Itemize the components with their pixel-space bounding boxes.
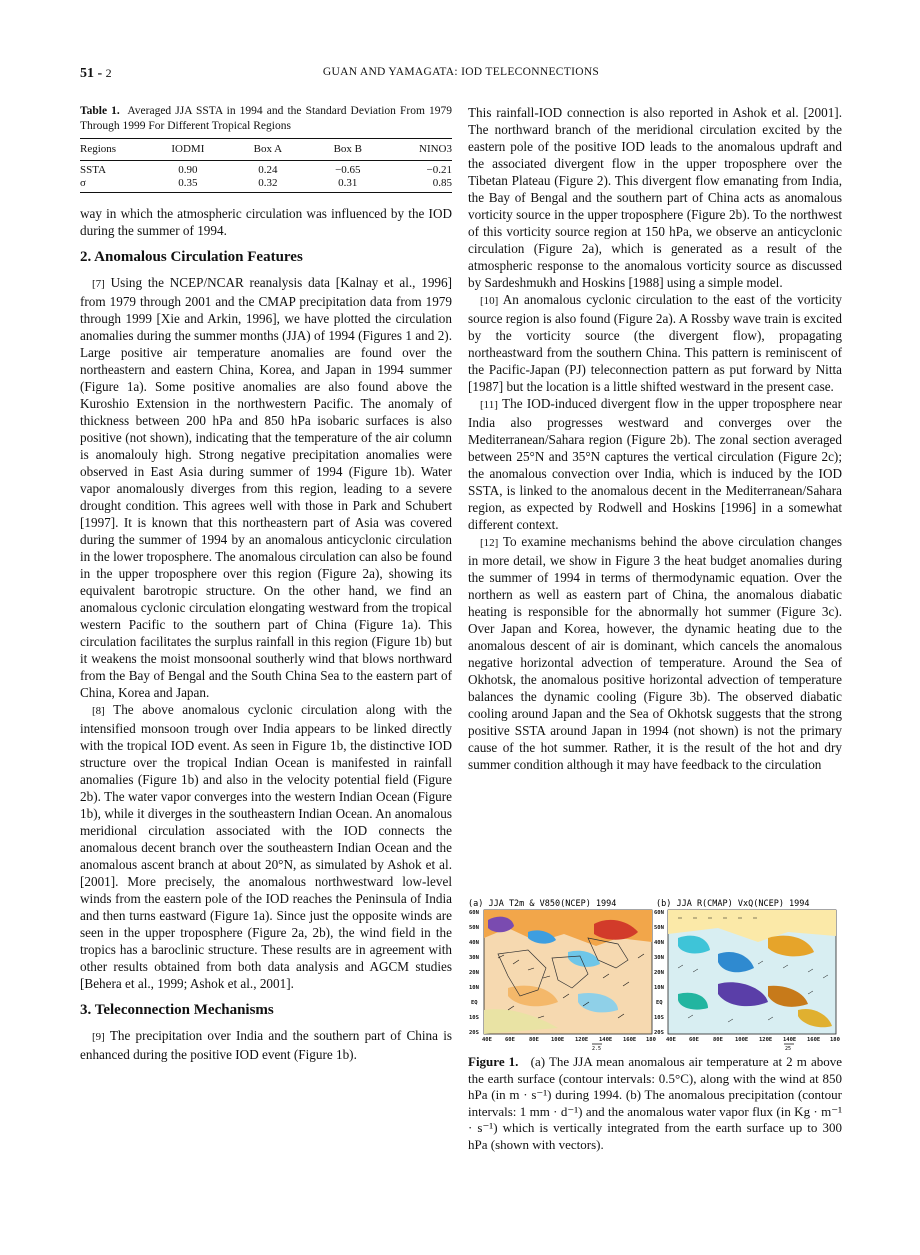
table-cell: 0.32 xyxy=(229,177,307,193)
table-cell: 0.24 xyxy=(258,164,278,176)
section-heading-2: 2. Anomalous Circulation Features xyxy=(80,249,303,265)
figure-1-graphic xyxy=(468,898,842,1050)
table-cell: −0.65 xyxy=(335,164,361,176)
col-regions: Regions xyxy=(80,139,147,161)
lat-label: 10S xyxy=(469,1015,479,1021)
lat-label: 60N xyxy=(469,910,479,916)
col-boxb: Box B xyxy=(307,139,389,161)
lon-label: 140E xyxy=(599,1037,613,1043)
lat-label: 10N xyxy=(654,985,664,991)
reference-vector-b xyxy=(784,1044,794,1050)
page-header xyxy=(80,66,842,84)
section-heading-3: 3. Teleconnection Mechanisms xyxy=(80,1002,274,1018)
lat-label: EQ xyxy=(471,1000,478,1006)
figure-1-caption: Figure 1. (a) The JJA mean anomalous air temperature at 2 m above the earth surface (contour intervals: 0.5°C), along with the wind at 850 hPa (in m · s⁻¹) during 1994. (b) The anomalous precipitation (contour intervals: 1 mm · d⁻¹) and the anomalous water vapor flux (in Kg · m⁻¹ · s⁻¹) which is vertically integrated from the earth surface up to 300 hPa (shown with vectors). xyxy=(468,1054,842,1152)
paragraph-7: [7] Using the NCEP/NCAR reanalysis data [Kalnay et al., 1996] from 1979 through 2001 and the CMAP precipitation data from 1979 through 1999 [Xie and Arkin, 1996], we have plotted the circulation anomalies during the summer months (JJA) of 1994 (Figures 1 and 2). Large positive air temperature anomalies are found over the northeastern and eastern China, Korea, and Japan in 1994 summer (Figure 1a). Some positive anomalies are also found above the Kuroshio Extension in the northwestern Pacific. The anomaly of thickness between 200 hPa and 850 hPa isobaric surfaces is also positive (not shown), indicating that the temperature of the air column is anomalouly high. Strong negative precipitation anomalies were observed in East Asia during summer of 1994 (Figure 1b). Water vapor anomalously diverges from this region, leading to a severe drought condition. This agrees well with those in Park and Schubert [1997]. It is known that this northeastern part of Asia was covered during the summer of 1994 by an anomalous anticyclonic circulation in the lower troposphere. The anomalous circulation can also be found in the upper troposphere over this region (Figure 2a), showing its equivalent barotropic structure. On the other hand, we find an anomalous cyclonic circulation elongating westward from the tropical western Pacific to the southern part of China (Figure 1a). This circulation facilitates the surplus rainfall in this region (Figure 1b) but it weakens the moist monsoonal southerly wind that blows northward from the Bay of Bengal and the South China Sea to the eastern part of China, Korea and Japan. xyxy=(80,275,452,700)
lat-label: 20N xyxy=(654,970,664,976)
figure-1 xyxy=(468,898,842,1050)
lon-label: 180 xyxy=(646,1037,656,1043)
lon-label: 120E xyxy=(759,1037,773,1043)
lon-label: 40E xyxy=(482,1037,492,1043)
page-number: 51 - 2 xyxy=(80,66,112,81)
lat-label: 30N xyxy=(469,955,479,961)
table-header-row xyxy=(80,139,452,161)
table-cell: 0.90 xyxy=(178,164,198,176)
table1-caption: Table 1. Averaged JJA SSTA in 1994 and the Standard Deviation From 1979 Through 1999 For Different Tropical Regions xyxy=(80,105,452,132)
lat-label: 20S xyxy=(654,1030,664,1036)
lon-label: 100E xyxy=(551,1037,565,1043)
table-row xyxy=(80,161,452,178)
table-row xyxy=(80,177,452,193)
lat-label: EQ xyxy=(656,1000,663,1006)
paragraph-8: [8] The above anomalous cyclonic circulation along with the intensified monsoon trough over India appears to be linked directly with the tropical IOD event. As seen in Figure 1b, the distinctive IOD structure over the tropical Indian Ocean is manifested in rainfall anomalies (Figure 1b) and also in the velocity potential field (Figure 2b). The water vapor converges into the western Indian Ocean (Figure 1b), while it diverges in the southeastern Indian Ocean. An anomalous meridional circulation associated with the IOD connects the anomalous decent branch over the southeastern Indian Ocean and the anomalous ascent branch at about 20°N, as simulated by Ashok et al. [2001]. More precisely, the anomalous northwestward low-level winds from the eastern pole of the IOD reaches the Peninsula of India and then turns eastward (Figure 1a). Since just the opposite winds are seen in the upper troposphere (Figure 2a, 2b), the wind field in the tropics has a baroclinic structure. These results are in agreement with other results obtained from both data analysis and AGCM studies [Behera et al., 1999; Ashok et al., 2001]. xyxy=(80,702,452,991)
lon-label: 80E xyxy=(529,1037,539,1043)
longitude-axis xyxy=(482,1037,840,1043)
lat-label: 50N xyxy=(469,925,479,931)
lon-label: 80E xyxy=(713,1037,723,1043)
table-cell: 0.85 xyxy=(389,177,452,193)
lon-label: 160E xyxy=(623,1037,637,1043)
col-boxa: Box A xyxy=(229,139,307,161)
lat-label: 50N xyxy=(654,925,664,931)
table1 xyxy=(80,138,452,193)
lon-label: 100E xyxy=(735,1037,749,1043)
lat-label: 40N xyxy=(654,940,664,946)
lon-label: 120E xyxy=(575,1037,589,1043)
table-cell: 0.35 xyxy=(147,177,229,193)
lat-label: 10S xyxy=(654,1015,664,1021)
col-nino3: NINO3 xyxy=(389,139,452,161)
right-column xyxy=(468,104,842,773)
svg-text:2.5: 2.5 xyxy=(592,1046,602,1050)
lon-label: 160E xyxy=(807,1037,821,1043)
table-cell: −0.21 xyxy=(426,164,452,176)
panel-b-title: (b) JJA R(CMAP) VxQ(NCEP) 1994 xyxy=(656,899,810,909)
lat-label: 20N xyxy=(469,970,479,976)
paragraph-9: [9] The precipitation over India and the southern part of China is enhanced during the positive IOD event (Figure 1b). xyxy=(80,1028,452,1062)
panel-b-map xyxy=(668,910,836,1034)
lon-label: 180 xyxy=(830,1037,840,1043)
table-cell: 0.31 xyxy=(307,177,389,193)
col-iodmi: IODMI xyxy=(147,139,229,161)
paragraph-11: [11] The IOD-induced divergent flow in the upper troposphere near India also progresses westward and converges over the Mediterranean/Sahara region (Figure 2b). The zonal section averaged between 25°N and 35°N captures the vertical circulation (Figure 2c); the anomalous convection over India, which is induced by the IOD SSTA, is linked to the anomalous decent in the Mediterranean/Sahara region, as expected by Rodwell and Hoskins [1996] in a somewhat different context. xyxy=(468,396,843,532)
running-title: GUAN AND YAMAGATA: IOD TELECONNECTIONS xyxy=(322,66,600,78)
reference-vector-a xyxy=(592,1044,602,1050)
panel-a-title: (a) JJA T2m & V850(NCEP) 1994 xyxy=(468,899,617,909)
lat-label: 20S xyxy=(469,1030,479,1036)
table-cell: SSTA xyxy=(80,164,107,176)
lon-label: 60E xyxy=(505,1037,515,1043)
lat-label: 30N xyxy=(654,955,664,961)
lat-label: 10N xyxy=(469,985,479,991)
lon-label: 40E xyxy=(666,1037,676,1043)
panel-a-map xyxy=(484,910,652,1034)
lon-label: 60E xyxy=(689,1037,699,1043)
table-cell: σ xyxy=(80,177,147,193)
lon-label: 140E xyxy=(783,1037,797,1043)
lat-label: 40N xyxy=(469,940,479,946)
svg-text:25: 25 xyxy=(785,1046,792,1050)
lat-label: 60N xyxy=(654,910,664,916)
paragraph-continued: This rainfall-IOD connection is also reported in Ashok et al. [2001]. The northward branch of the meridional circulation excited by the eastern pole of the positive IOD leads to the anomalous updraft and the associated divergent flow in the upper troposphere over the Tibetan Plateau (Figure 2). This divergent flow emanating from India, the Bay of Bengal and the southern part of China acts as anomalous vorticity source in the upper troposphere (Figure 2b). To the northwest of this vorticity source region at 150 hPa, we observe an anticyclonic circulation (Figure 2a), which is generated as a result of the atmospheric response to the anomalous vorticity source as discussed by Sardeshmukh and Hoskins [1988] using a simple model. xyxy=(468,105,842,290)
paragraph-10: [10] An anomalous cyclonic circulation to the east of the vorticity source region is also found (Figure 2a). A Rossby wave train is excited by the vorticity source (the divergent flow), propagating northeastward from the southern China. This pattern is reminiscent of the Pacific-Japan (PJ) teleconnection pattern as put forward by Nitta [1987] but the location is a little shifted westward in the present case. xyxy=(468,292,842,394)
left-column xyxy=(80,104,452,1063)
paragraph-intro: way in which the atmospheric circulation was influenced by the IOD during the summer of 1994. xyxy=(80,206,452,238)
paragraph-12: [12] To examine mechanisms behind the above circulation changes in more detail, we show in Figure 3 the heat budget anomalies during the summer of 1994 in terms of thermodynamic equation. Over the northern as well as eastern part of China, the anomalous diabatic heating is responsible for the abnormally hot summer (Figure 3c). Over Japan and Korea, however, the dynamic heating due to the anomalous descent of air is dominant, which cancels the anomalous negative horizontal advection of temperature. Around the Sea of Okhotsk, the anomalous positive horizontal advection of temperature balances the dynamic cooling (Figure 3b). The observed diabatic cooling around Japan and the Sea of Okhotsk suggests that the strong positive SSTA around Japan in 1994 (not shown) is not the primary cause of the hot summer. Rather, it is the result of the hot and dry summer condition although it may have feedback to the circulation xyxy=(468,534,842,772)
